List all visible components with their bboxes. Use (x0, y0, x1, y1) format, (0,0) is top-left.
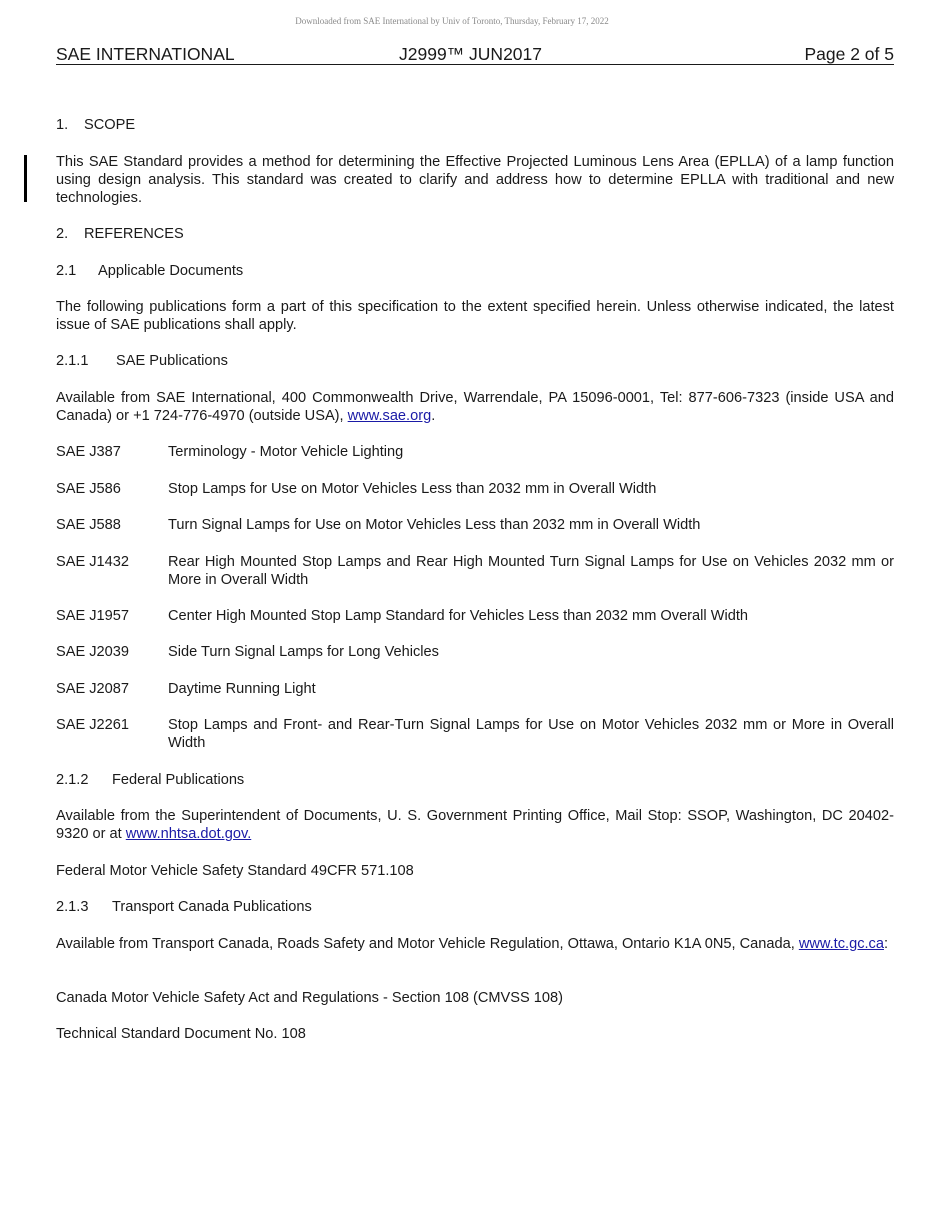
subsection-title: SAE Publications (116, 353, 228, 369)
tc-website-link[interactable]: www.tc.gc.ca (798, 936, 884, 952)
header-org: SAE INTERNATIONAL (56, 44, 235, 64)
canada-availability-paragraph (56, 935, 894, 953)
federal-availability-paragraph (56, 807, 894, 843)
subsection-title: Applicable Documents (98, 263, 244, 279)
reference-title: Stop Lamps and Front- and Rear-Turn Signal Lamps for Use on Motor Vehicles 2032 mm or More in Overall Width (168, 717, 894, 751)
reference-title: Rear High Mounted Stop Lamps and Rear High Mounted Turn Signal Lamps for Use on Vehicles 2032 mm or More in Overall Width (168, 554, 894, 588)
header-page-number: Page 2 of 5 (804, 44, 894, 64)
reference-code: SAE J586 (56, 481, 121, 497)
subsection-title: Transport Canada Publications (112, 899, 312, 915)
sae-availability-paragraph (56, 389, 894, 425)
sae-website-link[interactable]: www.sae.org (347, 408, 432, 424)
canada-reference-item: Canada Motor Vehicle Safety Act and Regulations - Section 108 (CMVSS 108) (56, 990, 564, 1006)
availability-end: : (883, 936, 889, 952)
subsection-number: 2.1.2 (56, 772, 89, 788)
reference-title: Side Turn Signal Lamps for Long Vehicles (168, 644, 439, 660)
download-watermark: Downloaded from SAE International by Univ of Toronto, Thursday, February 17, 2022 (295, 16, 609, 26)
reference-code: SAE J2039 (56, 644, 130, 660)
header-doc-id: J2999™ JUN2017 (399, 44, 542, 64)
subsection-title: Federal Publications (112, 772, 245, 788)
section-title: SCOPE (84, 117, 136, 133)
applicable-documents-paragraph: The following publications form a part of this specification to the extent specified herein. Unless otherwise indicated, the latest issue of SAE publications shall apply. (56, 299, 894, 333)
availability-text: Available from Transport Canada, Roads Safety and Motor Vehicle Regulation, Ottawa, Ontario K1A 0N5, Canada, (56, 936, 799, 952)
subsection-heading-transport-canada-publications (56, 898, 894, 916)
reference-code: SAE J1957 (56, 608, 130, 624)
reference-code: SAE J2261 (56, 717, 130, 733)
section-number: 1. (56, 117, 69, 133)
reference-title: Daytime Running Light (168, 681, 316, 697)
reference-title: Terminology - Motor Vehicle Lighting (168, 444, 404, 460)
section-heading-scope (56, 116, 894, 134)
subsection-number: 2.1 (56, 263, 77, 279)
reference-code: SAE J387 (56, 444, 121, 460)
subsection-number: 2.1.1 (56, 353, 89, 369)
revision-change-bar (24, 155, 27, 202)
availability-text: Available from SAE International, 400 Commonwealth Drive, Warrendale, PA 15096-0001, Tel: 877-606-7323 (inside USA and Canada) or +1 724-776-4970 (outside USA), (56, 390, 894, 424)
subsection-heading-federal-publications (56, 771, 894, 789)
reference-title: Stop Lamps for Use on Motor Vehicles Less than 2032 mm in Overall Width (168, 481, 657, 497)
canada-reference-item: Technical Standard Document No. 108 (56, 1026, 306, 1042)
federal-reference-item: Federal Motor Vehicle Safety Standard 49CFR 571.108 (56, 863, 414, 879)
reference-title: Turn Signal Lamps for Use on Motor Vehicles Less than 2032 mm in Overall Width (168, 517, 701, 533)
scope-paragraph: This SAE Standard provides a method for determining the Effective Projected Luminous Lens Area (EPLLA) of a lamp function using design analysis. This standard was created to clarify and address how to determine EPLLA with traditional and new technologies. (56, 154, 894, 206)
reference-code: SAE J2087 (56, 681, 130, 697)
reference-title: Center High Mounted Stop Lamp Standard for Vehicles Less than 2032 mm Overall Width (168, 608, 749, 624)
section-number: 2. (56, 226, 69, 242)
nhtsa-website-link[interactable]: www.nhtsa.dot.gov. (125, 826, 252, 842)
availability-text: Available from the Superintendent of Documents, U. S. Government Printing Office, Mail Stop: SSOP, Washington, DC 20402-9320 or at (56, 808, 894, 842)
reference-code: SAE J1432 (56, 554, 130, 570)
section-title: REFERENCES (84, 226, 184, 242)
subsection-heading-sae-publications (56, 352, 894, 370)
section-heading-references (56, 225, 894, 243)
page-header (56, 44, 894, 65)
subsection-heading-applicable-documents (56, 262, 894, 280)
availability-end: . (431, 408, 436, 424)
reference-code: SAE J588 (56, 517, 121, 533)
subsection-number: 2.1.3 (56, 899, 89, 915)
